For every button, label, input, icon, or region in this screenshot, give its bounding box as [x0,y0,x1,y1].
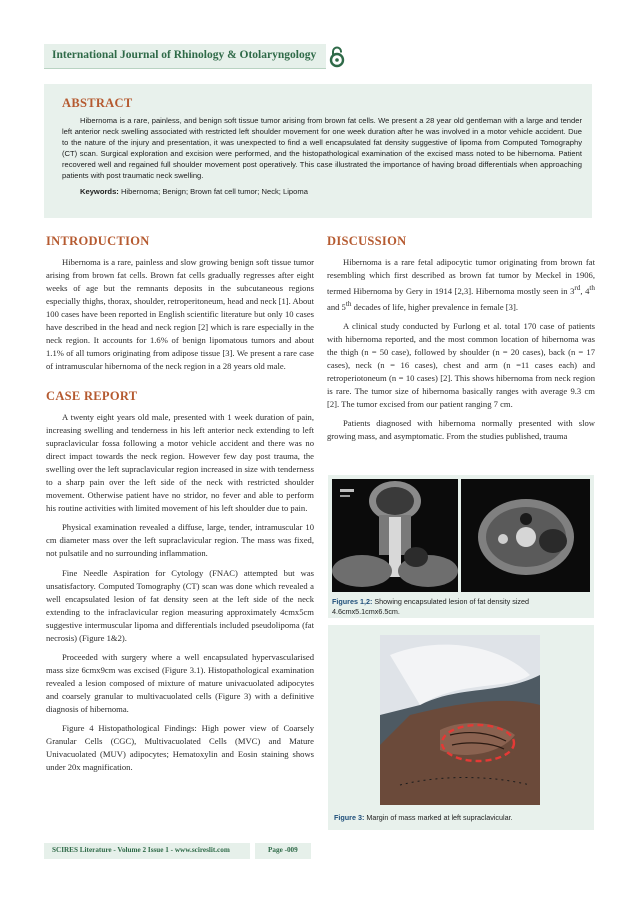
ct-coronal-image [332,479,458,592]
case-report-body [46,411,314,780]
case-report-paragraph: A twenty eight years old male, presented with 1 week duration of pain, increasing swelling and tenderness in his left anterior neck extending to left supraclavicular fossa following a motor vehicle accident and there was no direct impact towards the neck region. However few day post trauma, the swelling over the left supraclavicular region increased in size with tenderness to a sharp pain over the left side of the neck with restricted shoulder movement. Otherwise patient have no stridor, no fever and able to perform his routine activities with limited movement of his left shoulder due to pain. [46,412,314,514]
abstract-heading: ABSTRACT [62,96,133,110]
figure-1-2-text: Showing encapsulated lesion of fat density sized 4.6cmx5.1cmx6.5cm. [332,597,529,616]
case-report-paragraph: Fine Needle Aspiration for Cytology (FNAC) attempted but was unsatisfactory. Computed Tomography (CT) scan was done which revealed a well encapsulated lesion of fat density seen at the left side of the neck extending to the infraclavicular region measuring approximately 4cmx5cm suggestive intermuscular lipoma and differentials included pseudolipoma (fat necrosis) (Figure 1&2). [46,567,314,643]
figure-3-text: Margin of mass marked at left supraclavicular. [366,813,513,822]
journal-title: International Journal of Rhinology & Otolaryngology [52,49,317,61]
case-report-paragraph: Physical examination revealed a diffuse, large, tender, intramuscular 10 cm diameter mass over the left supraclavicular region. The mass was fixed, not pulsatile and no surrounding inflammation. [46,522,314,559]
introduction-paragraph: Hibernoma is a rare, painless and slow growing benign soft tissue tumor arising from brown fat cells. Brown fat cells gradually regresses after eight weeks of age but the remnants deposits in the subcutaneous regions especially thighs, thorax, shoulder, retroperitoneum, head and neck [1]. About 100 cases have been reported in English scientific literature but only 10 cases have described in the head and neck region [2] which is rare especially in the neck region. It accounts for 1.6% of benign lipomatous tumors and about 1.1% of all tumors originating from adipose tissue [3]. We present a rare case of intramuscular hibernoma of the neck region in a 28 years old male. [46,257,314,372]
surgery-photo [380,635,540,805]
discussion-body [327,256,595,449]
keywords [80,187,308,196]
figure-1-2-label: Figures 1,2: [332,597,373,606]
ct-axial-image [461,479,590,592]
introduction-heading: INTRODUCTION [46,234,150,248]
keywords-label: Keywords: [80,187,119,196]
case-report-heading: CASE REPORT [46,389,138,403]
page-number: Page -009 [268,846,298,854]
discussion-paragraph: Hibernoma is a rare fetal adipocytic tumor originating from brown fat resembling which first described as brown fat tumor by Meckel in 1906, termed Hibernoma by Gery in 1914 [2,3]. Hibernoma mostly seen in 3rd, 4th and 5th decades of life, higher prevalence in female [3]. [327,257,595,312]
discussion-paragraph: Patients diagnosed with hibernoma normally presented with slow growing mass, and asymptomatic. From the studies published, trauma [327,418,595,442]
open-access-lock-icon [328,46,346,68]
figure-3-caption [334,813,584,823]
case-report-paragraph: Figure 4 Histopathological Findings: High power view of Coarsely Granular Cells (CGC), Multivacuolated Cells (MVC) and Mature Univacuolated (MUV) adipocytes; Hematoxylin and Eosin staining shows under 20x magnification. [46,723,314,773]
abstract-body: Hibernoma is a rare, painless, and benign soft tissue tumor arising from brown fat cells. We present a 28 year old gentleman with a large and tender left anterior neck swelling associated with restricted left shoulder movement for one week duration after he was involved in a motor vehicle accident. Due to the nature of the injury and presentation, it was unexpected to find a well encapsulated fat density suggestive of lipoma from Computed Tomography (CT) scan. Surgical exploration and excision were performed, and the histopathological examination of the excised mass noted to be hibernoma. Patient recovered well and regained full shoulder movement post operatively. This case illustrated the importance of having broad differentials when approaching patients with post traumatic neck swelling. [62,116,582,180]
figure-3-label: Figure 3: [334,813,365,822]
discussion-paragraph: A clinical study conducted by Furlong et al. total 170 case of patients with hibernoma reported, and the most common location of hibernoma was the thigh (n = 50 case), followed by shoulder (n = 20 cases), back (n = 17 cases), neck (n = 16 cases), chest and arm (n =11 cases each) and retroperiotoneum (n = 10 cases) [2]. This shows hibernoma from neck region is rare. The tumor size of hibernoma basically ranges with average 9.3 cm [2]. The tumor excised from our patient ranging 7 cm. [327,320,595,410]
introduction-body [46,256,314,379]
case-report-paragraph: Proceeded with surgery where a well encapsulated hypervascularised mass size 6cmx9cm was excised (Figure 3.1). Histopathological examination revealed a lesion composed of mixture of mature univacuolated adipocytes and coarsely granular to multivacuolated cells (Figure 3) with a definitive diagnosis of hibernoma. [46,651,314,714]
keywords-list: Hibernoma; Benign; Brown fat cell tumor; Neck; Lipoma [120,187,308,196]
figure-1-2-caption [332,597,588,617]
footer-citation: SCIRES Literature - Volume 2 Issue 1 - www.scireslit.com [52,846,230,854]
discussion-heading: DISCUSSION [327,234,407,248]
